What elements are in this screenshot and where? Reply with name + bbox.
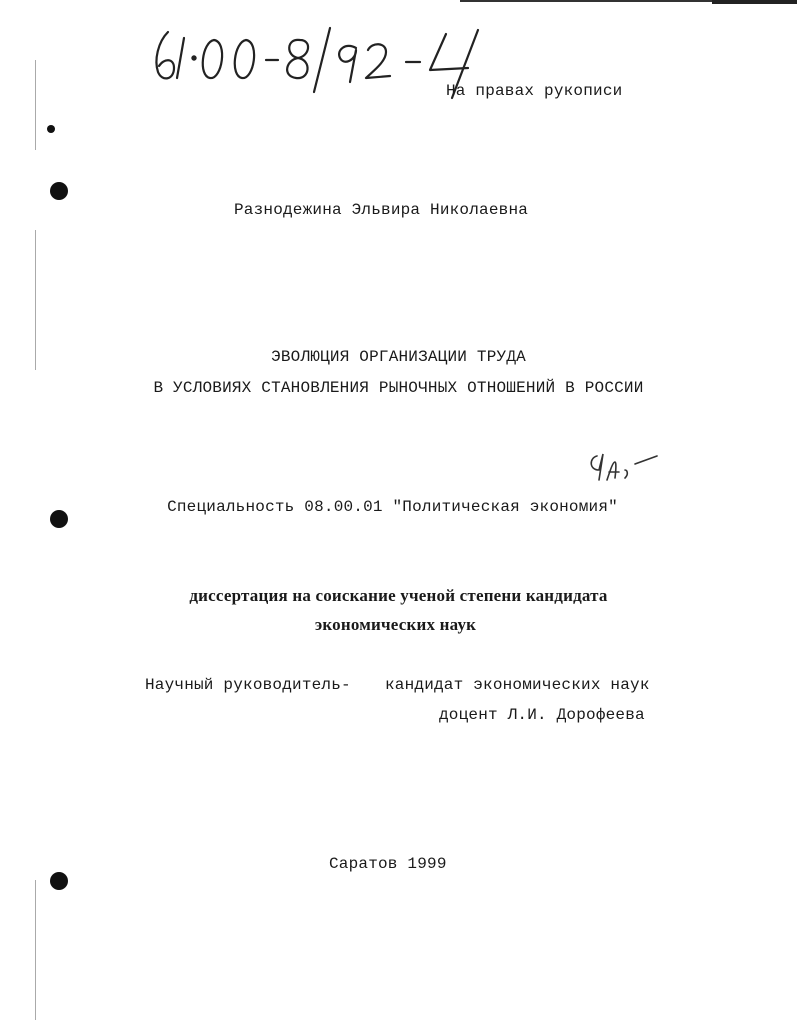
scan-top-border-thick xyxy=(712,0,797,4)
binding-hole xyxy=(47,125,55,133)
rights-note: На правах рукописи xyxy=(446,82,623,100)
handwritten-signature xyxy=(585,448,665,488)
supervisor-degree: кандидат экономических наук xyxy=(385,676,650,694)
specialty: Специальность 08.00.01 "Политическая экономия" xyxy=(167,498,618,516)
degree-line-1: диссертация на соискание ученой степени кандидата xyxy=(189,586,608,605)
binding-hole xyxy=(50,182,68,200)
author-name: Разнодежина Эльвира Николаевна xyxy=(234,201,529,219)
title-line-1: ЭВОЛЮЦИЯ ОРГАНИЗАЦИИ ТРУДА xyxy=(271,348,526,366)
scan-edge-mark xyxy=(35,60,36,150)
title-line-2: В УСЛОВИЯХ СТАНОВЛЕНИЯ РЫНОЧНЫХ ОТНОШЕНИЙ В РОССИИ xyxy=(153,379,644,397)
scan-edge-mark xyxy=(35,880,36,1020)
supervisor-name: доцент Л.И. Дорофеева xyxy=(439,706,645,724)
city-year: Саратов 1999 xyxy=(329,855,447,873)
binding-hole xyxy=(50,872,68,890)
degree-line-2: экономических наук xyxy=(314,615,477,634)
supervisor-label: Научный руководитель- xyxy=(145,676,351,694)
